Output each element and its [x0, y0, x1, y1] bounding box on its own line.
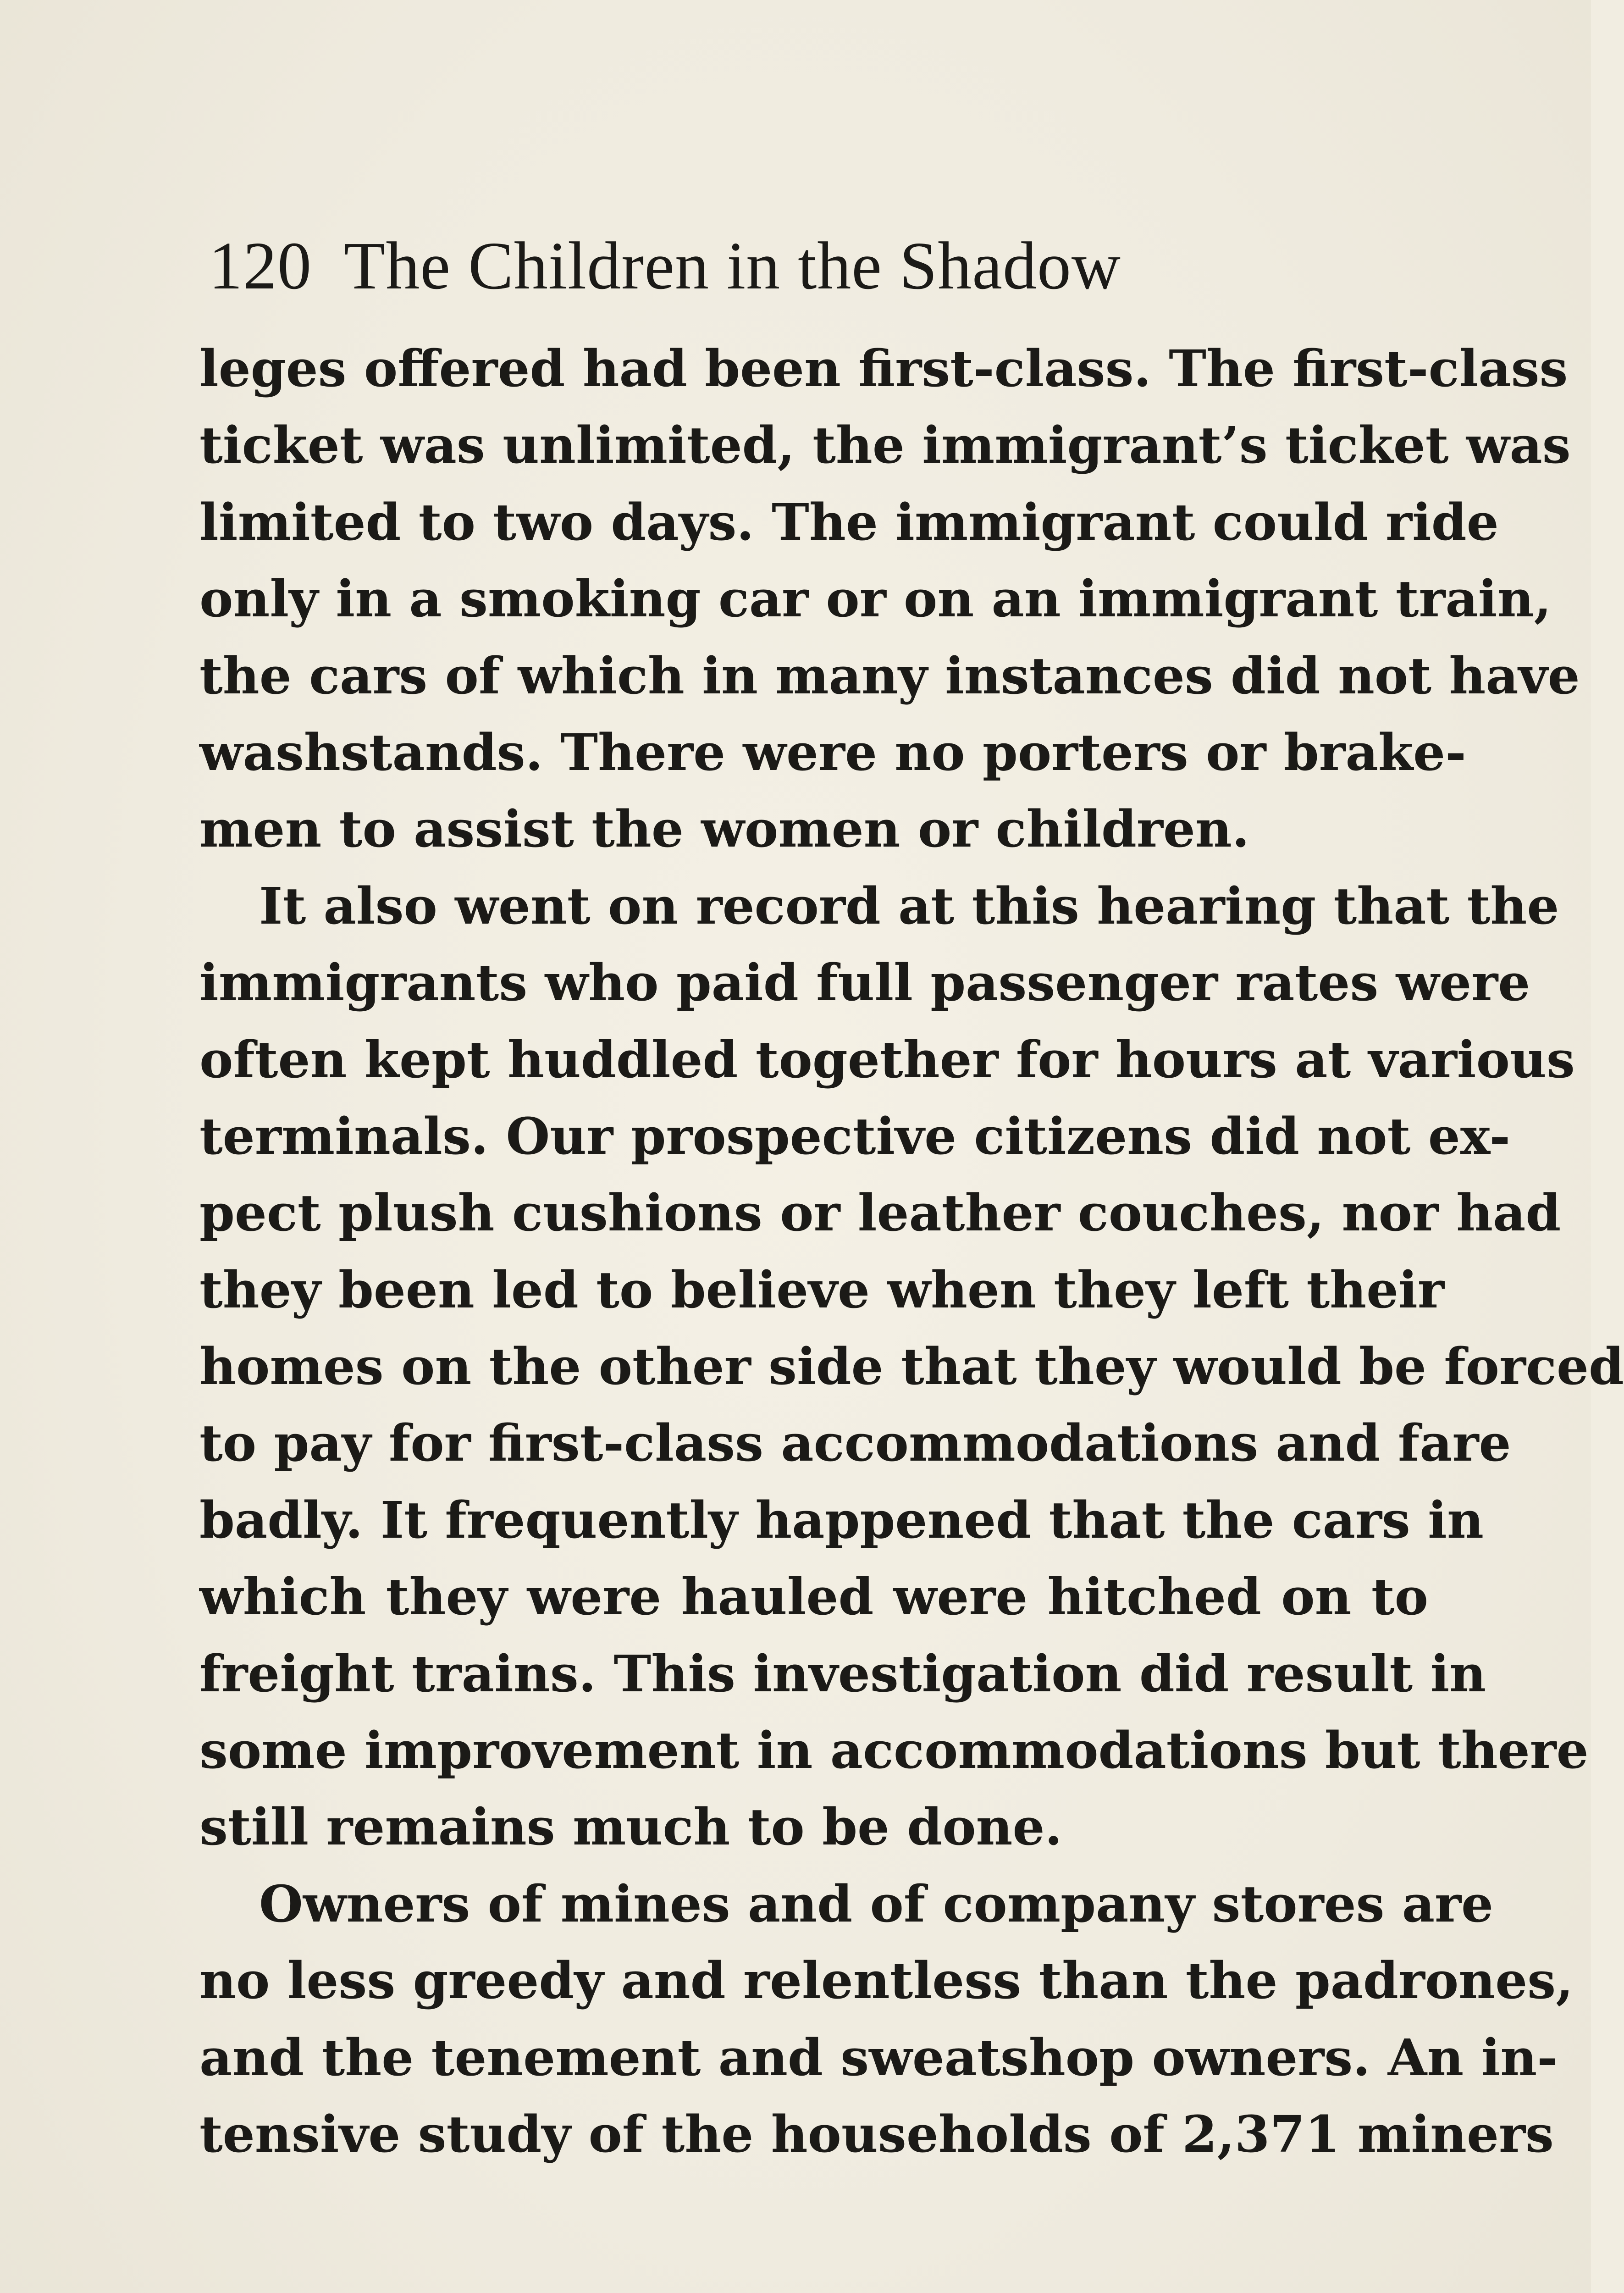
text-line: homes on the other side that they would be forced [199, 1337, 1624, 1396]
text-line: badly. It frequently happened that the cars in [199, 1490, 1484, 1550]
text-line: immigrants who paid full passenger rates were [199, 953, 1530, 1013]
text-line: limited to two days. The immigrant could ride [199, 492, 1499, 552]
text-line: pect plush cushions or leather couches, nor had [199, 1183, 1561, 1243]
text-line: no less greedy and relentless than the padrones, [199, 1951, 1574, 2011]
text-line: and the tenement and sweatshop owners. An in- [199, 2027, 1558, 2087]
text-line: It also went on record at this hearing that the [259, 876, 1559, 936]
running-title: The Children in the Shadow [344, 228, 1121, 304]
text-line: some improvement in accommodations but there [199, 1721, 1589, 1780]
text-line: terminals. Our prospective citizens did not ex- [199, 1106, 1511, 1166]
text-line: only in a smoking car or on an immigrant train, [199, 569, 1552, 629]
text-line: they been led to believe when they left their [199, 1260, 1444, 1319]
text-line: ticket was unlimited, the immigrant’s ticket was [199, 415, 1571, 475]
text-line: still remains much to be done. [199, 1797, 1062, 1857]
text-line: men to assist the women or children. [199, 799, 1250, 859]
text-line: Owners of mines and of company stores are [259, 1874, 1494, 1933]
body-text [199, 330, 1624, 2172]
running-head [209, 220, 1263, 312]
text-line: to pay for first-class accommodations and fare [199, 1413, 1511, 1473]
text-line: leges offered had been first-class. The first-class [199, 339, 1568, 398]
text-line: which they were hauled were hitched on to [199, 1567, 1428, 1627]
text-line: freight trains. This investigation did result in [199, 1644, 1486, 1703]
page-number: 120 [209, 228, 312, 304]
text-line: the cars of which in many instances did not have [199, 646, 1580, 705]
text-line: washstands. There were no porters or brake- [199, 722, 1466, 782]
text-line: often kept huddled together for hours at various [199, 1030, 1575, 1089]
text-line: tensive study of the households of 2,371 miners [199, 2104, 1554, 2164]
